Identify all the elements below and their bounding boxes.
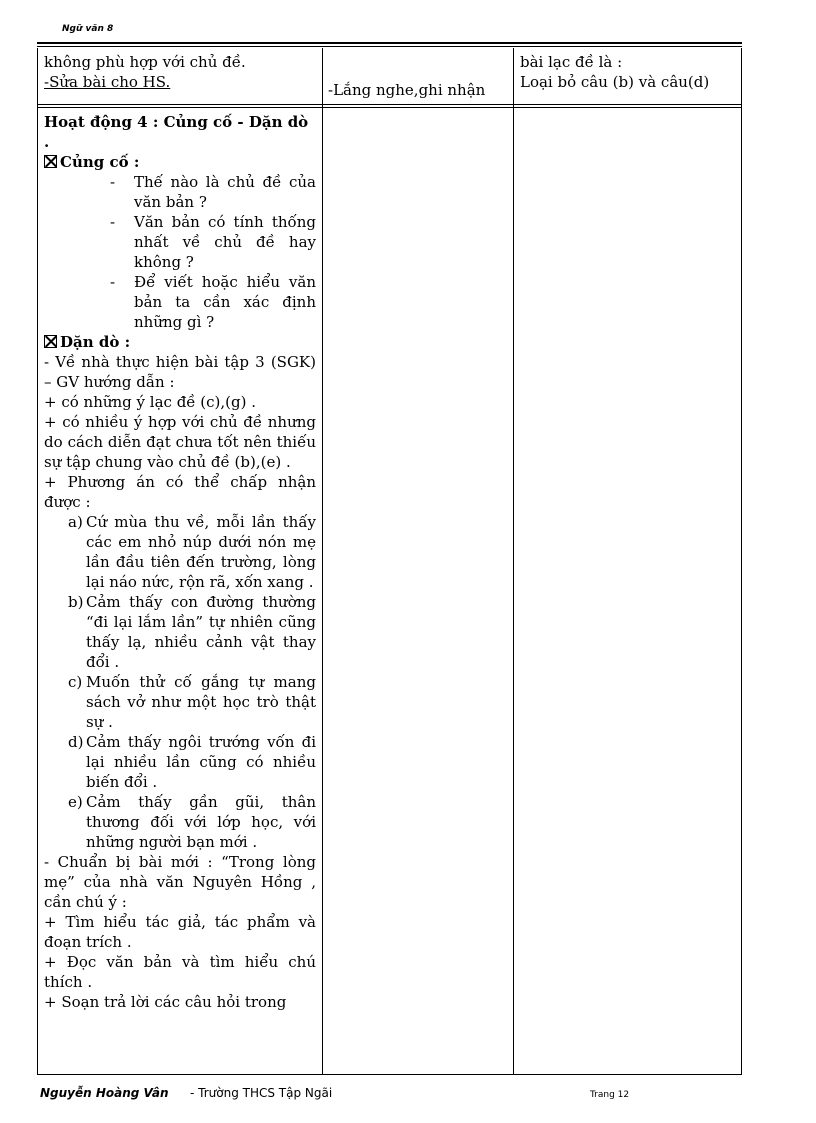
row1-col1	[44, 52, 316, 92]
page-header-subject: Ngữ văn 8	[62, 24, 114, 34]
footer-page-number: Trang 12	[590, 1090, 630, 1100]
cungco-heading: Củng cố :	[44, 152, 316, 172]
list-item: - Thế nào là chủ đề của văn bản ?	[134, 172, 316, 212]
question-list	[44, 172, 316, 332]
row1-col3	[520, 52, 738, 92]
list-item: d) Cảm thấy ngôi trướng vốn đi lại nhiều lần cũng có nhiều biến đổi .	[68, 733, 316, 791]
checkbox-icon	[44, 155, 57, 168]
dando-heading: Dặn dò :	[44, 332, 316, 352]
prep-item: + Tìm hiểu tác giả, tác phẩm và đoạn trích .	[44, 913, 316, 951]
list-item: - Để viết hoặc hiểu văn bản ta cần xác định những gì ?	[134, 272, 316, 332]
list-item: e) Cảm thấy gần gũi, thân thương đối với lớp học, với những người bạn mới .	[68, 793, 316, 851]
checkbox-icon	[44, 335, 57, 348]
prep-intro: - Chuẩn bị bài mới : “Trong lòng mẹ” của nhà văn Nguyên Hồng , cần chú ý :	[44, 853, 316, 911]
table-column-divider-2	[513, 48, 514, 1075]
homework-note: + có những ý lạc đề (c),(g) .	[44, 393, 257, 411]
footer-author: Nguyễn Hoàng Vân	[40, 1086, 169, 1100]
list-item: a) Cứ mùa thu về, mỗi lần thấy các em nhỏ núp dưới nón mẹ lần đầu tiên đến trường, lòng lại náo nức, rộn rã, xốn xang .	[68, 513, 316, 591]
option-list	[44, 512, 316, 852]
table-row-divider	[37, 104, 742, 105]
header-rule	[37, 42, 742, 44]
row1-col3-line2: Loại bỏ câu (b) và câu(d)	[520, 73, 710, 91]
homework-note: + Phương án có thể chấp nhận được :	[44, 473, 316, 511]
prep-item: + Đọc văn bản và tìm hiểu chú thích .	[44, 953, 316, 991]
homework-note: + có nhiều ý hợp với chủ đề nhưng do cách diễn đạt chưa tốt nên thiếu sự tập chung vào chủ đề (b),(e) .	[44, 413, 316, 471]
prep-item: + Soạn trả lời các câu hỏi trong	[44, 993, 287, 1011]
list-item: b) Cảm thấy con đường thường “đi lại lắm lần” tự nhiên cũng thấy lạ, nhiều cảnh vật thay đổi .	[68, 593, 316, 671]
footer-school: - Trường THCS Tập Ngãi	[190, 1086, 333, 1100]
row1-col1-line1: không phù hợp với chủ đề.	[44, 53, 246, 71]
homework-intro: - Về nhà thực hiện bài tập 3 (SGK) – GV hướng dẫn :	[44, 353, 316, 391]
table-column-divider-1	[322, 48, 323, 1075]
row1-col1-line2: -Sửa bài cho HS.	[44, 73, 171, 91]
row1-col3-line1: bài lạc đề là :	[520, 53, 623, 71]
activity-title: Hoạt động 4 : Củng cố - Dặn dò .	[44, 113, 309, 151]
row1-col2: -Lắng nghe,ghi nhận	[328, 81, 486, 99]
list-item: c) Muốn thử cố gắng tự mang sách vở như một học trò thật sự .	[68, 673, 316, 731]
header-rule-thin	[37, 46, 742, 47]
list-item: - Văn bản có tính thống nhất về chủ đề hay không ?	[134, 212, 316, 272]
table-row-divider-double	[37, 107, 742, 108]
row2-col1	[44, 112, 316, 1012]
